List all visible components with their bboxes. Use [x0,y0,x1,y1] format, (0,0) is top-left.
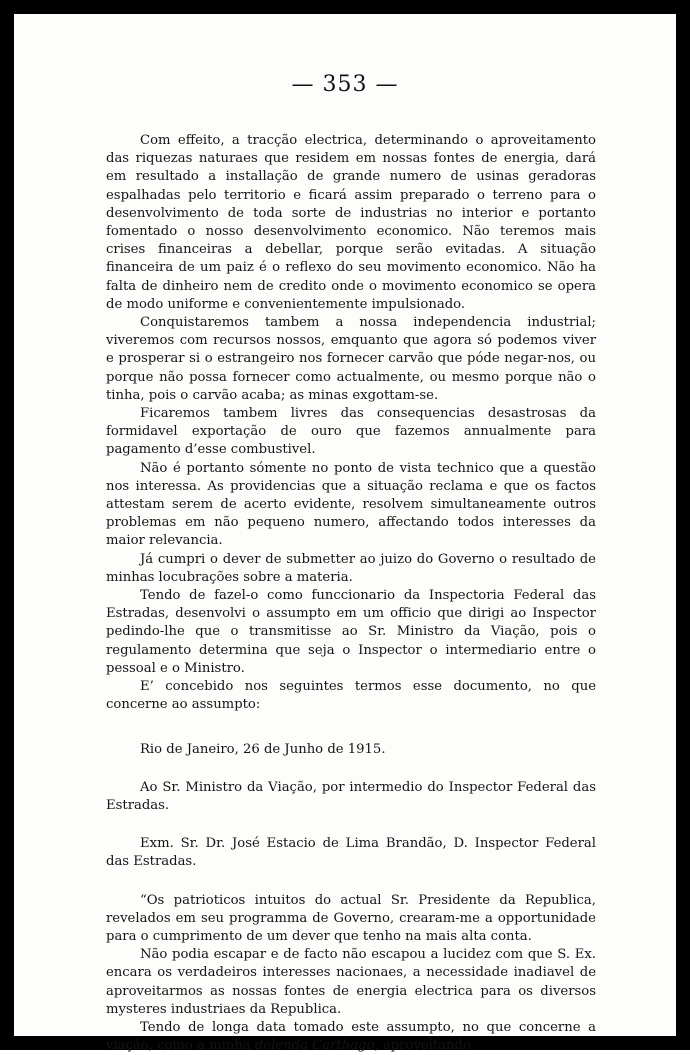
letter-salutation: Exm. Sr. Dr. José Estacio de Lima Brandão, D. Inspector Federal das Estradas. [106,835,596,871]
paragraph: Conquistaremos tambem a nossa independencia industrial; viveremos com recursos nossos, emquanto que agora só podemos viver e prosperar si o estrangeiro nos fornecer carvão que póde negar-nos, ou porque não possa fornecer como actualmente, ou mesmo porque não o tinha, pois o carvão acaba; as minas exgottam-se. [106,314,596,405]
paragraph: Ficaremos tambem livres das consequencias desastrosas da formidavel exportação de ouro que fazemos annualmente para pagamento d’esse combustivel. [106,405,596,460]
letter-text: Tendo de longa data tomado este assumpto, no que concerne a viação, como a minha [106,1020,596,1053]
paragraph: E’ concebido nos seguintes termos esse documento, no que concerne ao assumpto: [106,678,596,714]
paragraph: Tendo de fazel-o como funccionario da Inspectoria Federal das Estradas, desenvolvi o assumpto em um officio que dirigi ao Inspector pedindo-lhe que o transmitisse ao Sr. Ministro da Viação, pois o regulamento determina que seja o Inspector o intermediario entre o pessoal e o Ministro. [106,587,596,678]
paragraph: Já cumpri o dever de submetter ao juizo do Governo o resultado de minhas locubrações sobre a materia. [106,551,596,587]
paragraph: Não é portanto sómente no ponto de vista technico que a questão nos interessa. As providencias que a situação reclama e que os factos attestam serem de acerto evidente, resolvem simultaneamente outros problemas em não pequeno numero, affectando todos interesses da maior relevancia. [106,460,596,551]
letter-dateline: Rio de Janeiro, 26 de Junho de 1915. [106,741,596,759]
page-number: — 353 — [14,72,676,97]
letter-paragraph: Não podia escapar e de facto não escapou a lucidez com que S. Ex. encara os verdadeiros interesses nacionaes, a necessidade inadiavel de aproveitarmos as nossas fontes de energia electrica para os diversos mysteres industriaes da Republica. [106,946,596,1019]
letter-text: , aproveitando [374,1038,470,1053]
quoted-letter [106,741,596,1055]
letter-paragraph: “Os patrioticos intuitos do actual Sr. Presidente da Republica, revelados em seu programma de Governo, crearam-me a opportunidade para o cumprimento de um dever que tenho na mais alta conta. [106,892,596,947]
document-body [106,132,596,1055]
paragraph: Com effeito, a tracção electrica, determinando o aproveitamento das riquezas naturaes que residem em nossas fontes de energia, dará em resultado a installação de grande numero de usinas geradoras espalhadas pelo territorio e ficará assim preparado o terreno para o desenvolvimento de toda sorte de industrias no interior e portanto fomentado o nosso desenvolvimento economico. Não teremos mais crises financeiras a debellar, porque serão evitadas. A situação financeira de um paiz é o reflexo do seu movimento economico. Não ha falta de dinheiro nem de credito onde o movimento economico se opera de modo uniforme e convenientemente impulsionado. [106,132,596,314]
letter-italic-text: delenda Carthago [255,1038,375,1053]
letter-addressee: Ao Sr. Ministro da Viação, por intermedio do Inspector Federal das Estradas. [106,779,596,815]
